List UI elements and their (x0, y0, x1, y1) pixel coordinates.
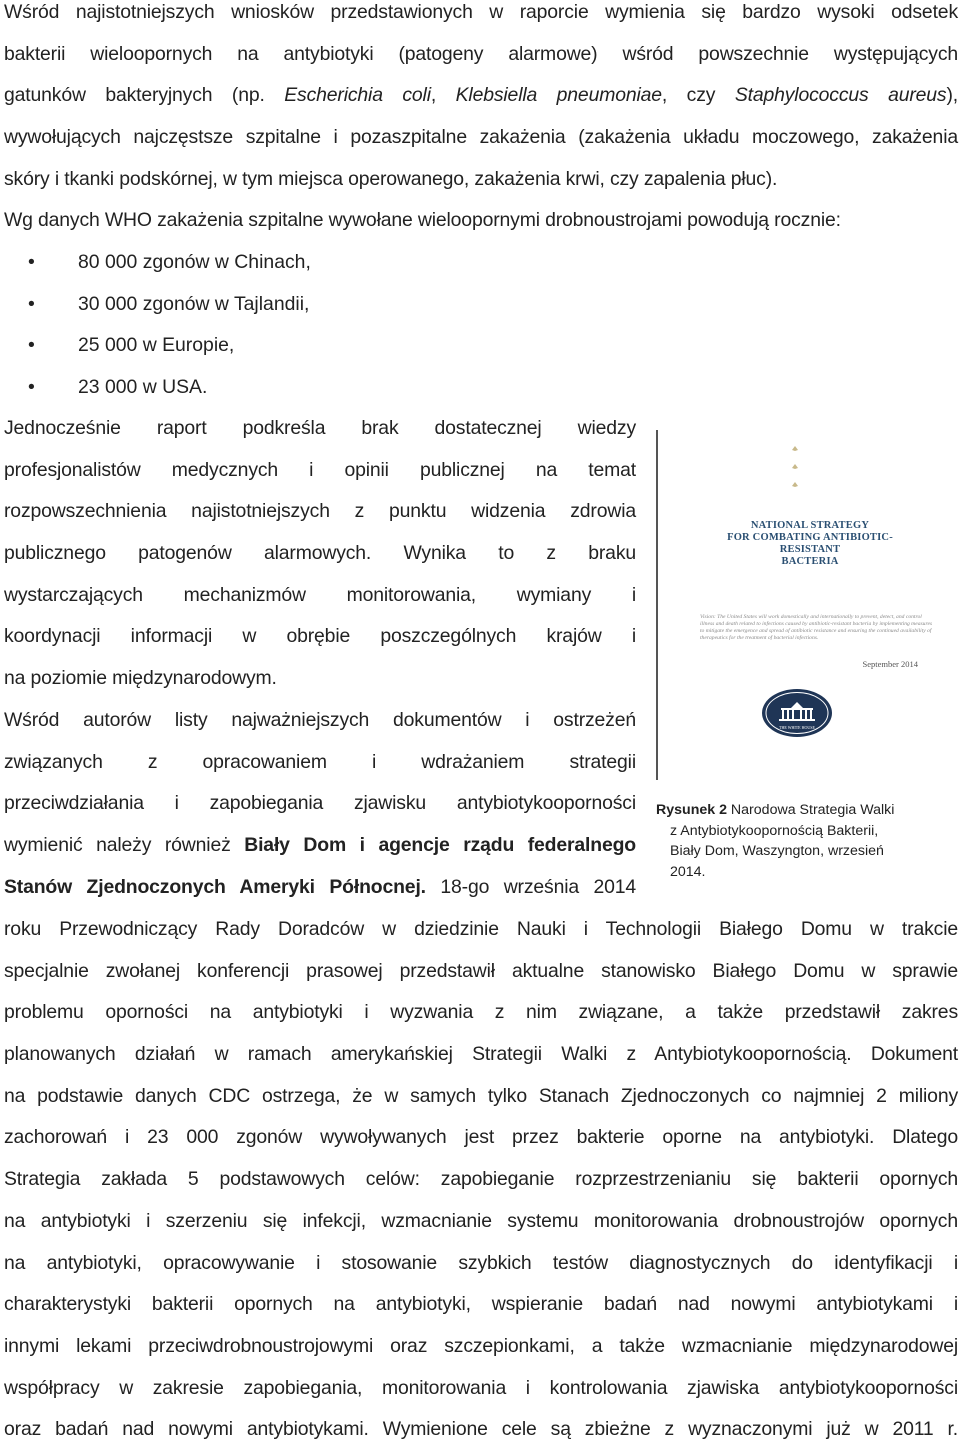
text-line: na poziomie międzynarodowym. (4, 667, 277, 690)
white-house-seal-icon (761, 688, 833, 738)
text-line: związanych z opracowaniem i wdrażaniem strategii (4, 750, 636, 773)
bullet-icon: • (28, 376, 35, 399)
list-item: • 80 000 zgonów w Chinach, (4, 242, 311, 284)
text-line: na antybiotyki, opracowywanie i stosowanie szybkich testów diagnostycznych do identyfikacji i (4, 1251, 958, 1274)
paragraph-who-data (4, 200, 958, 242)
text-line: z Antybiotykoopornością Bakterii, (670, 822, 879, 839)
text-line: bakterii wieloopornych na antybiotyki (patogeny alarmowe) wśród powszechnie występujących (4, 42, 958, 65)
emphasis-usa: Stanów Zjednoczonych Ameryki Północnej. (4, 875, 426, 898)
text-line: publicznego patogenów alarmowych. Wynika to z braku (4, 542, 636, 565)
text-line: Strategia zakłada 5 podstawowych celów: zapobieganie rozprzestrzenianiu się bakterii opornych (4, 1168, 958, 1191)
paragraph-knowledge-gap (4, 408, 636, 908)
text-line: charakterystyki bakterii opornych na antybiotyki, wspieranie badań nad nowymi antybiotykami i (4, 1293, 958, 1316)
bullet-icon: • (28, 334, 35, 357)
bullet-icon: • (28, 292, 35, 315)
text-line: na antybiotyki i szerzeniu się infekcji, wzmacnianie systemu monitorowania drobnoustrojów opornych (4, 1209, 958, 1232)
text-line: Wśród autorów listy najważniejszych dokumentów i ostrzeżeń (4, 708, 636, 731)
text-line: specjalnie zwołanej konferencji prasowej przedstawił aktualne stanowisko Białego Domu w sprawie (4, 959, 958, 982)
paragraph-intro (4, 0, 958, 200)
cover-date: September 2014 (862, 659, 918, 669)
cover-title: NATIONAL STRATEGY FOR COMBATING ANTIBIOTIC- RESISTANT BACTERIA (727, 520, 893, 567)
text-line: Biały Dom, Waszyngton, wrzesień (670, 843, 884, 859)
species-name: Staphylococcus aureus (734, 84, 947, 107)
text-line: Wśród najistotniejszych wniosków przedstawionych w raporcie wymienia się bardzo wysoki odsetek (4, 1, 958, 23)
text-line: skóry i tkanki podskórnej, w tym miejsca operowanego, zakażenia krwi, czy zapalenia płuc). (4, 167, 778, 190)
caption-label: Rysunek 2 (656, 802, 727, 818)
ornament-icon (789, 444, 801, 490)
text-line: gatunków bakteryjnych (np. Escherichia coli, Klebsiella pneumoniae, czy Staphylococcus aureus), (4, 84, 959, 107)
figure-caption (656, 800, 956, 882)
text-line: Wg danych WHO zakażenia szpitalne wywołane wieloopornymi drobnoustrojami powodują rocznie: (4, 209, 841, 231)
text-line: koordynacji informacji w obrębie poszczególnych krajów i (4, 625, 636, 648)
seal-text: THE WHITE HOUSE (779, 725, 815, 730)
text-line: na podstawie danych CDC ostrzega, że w samych tylko Stanach Zjednoczonych co najmniej 2 miliony (4, 1084, 958, 1107)
emphasis-white-house: Biały Dom i agencje rządu federalnego (244, 833, 637, 856)
text-line: Rysunek 2 Narodowa Strategia Walki (656, 802, 895, 818)
species-name: Escherichia coli (284, 84, 431, 107)
text-line: rozpowszechnienia najistotniejszych z punktu widzenia zdrowia (4, 500, 636, 523)
text-line: roku Przewodniczący Rady Doradców w dziedzinie Nauki i Technologii Białego Domu w trakcie (4, 918, 958, 940)
text-line: Stanów Zjednoczonych Ameryki Północnej. 18-go września 2014 (4, 875, 636, 898)
text-line: problemu oporności na antybiotyki i wyzwania z nim związane, a także przedstawił zakres (4, 1001, 958, 1024)
text-line: planowanych działań w ramach amerykańskiej Strategii Walki z Antybiotykoopornością. Dokument (4, 1043, 958, 1066)
text-line: wywołujących najczęstsze szpitalne i pozaszpitalne zakażenia (zakażenia układu moczowego, zakażenia (4, 126, 958, 149)
text-line: przeciwdziałania i zapobiegania zjawisku antybiotykooporności (4, 792, 636, 815)
text-line: innymi lekami przeciwdrobnoustrojowymi oraz szczepionkami, a także wzmacnianie międzynarodowej (4, 1334, 958, 1357)
report-cover-image (656, 430, 960, 780)
list-item: • 30 000 zgonów w Tajlandii, (4, 284, 311, 326)
text-line: wymienić należy również Biały Dom i agencje rządu federalnego (4, 833, 637, 856)
cover-vision-text: Vision: The United States will work domestically and internationally to prevent, detect, and control illness and death related to infections caused by antibiotic-resistant bacteria by implementing measures to mitigate the emergence and spread of antibiotic resistance and ensuring the continued availability of therapeutics for the treatment of bacterial infections. (700, 614, 933, 641)
text-line: oraz badań nad nowymi antybiotykami. Wymienione cele są zbieżne z wyznaczonymi już w 2011 r. (4, 1418, 958, 1441)
text-line: wystarczających mechanizmów monitorowania, wymiany i (4, 583, 636, 606)
text-line: profesjonalistów medycznych i opinii publicznej na temat (4, 458, 636, 481)
mortality-list (4, 242, 311, 409)
bullet-icon: • (28, 251, 35, 273)
species-name: Klebsiella pneumoniae (455, 84, 662, 107)
list-item: • 23 000 w USA. (4, 367, 311, 409)
list-item: • 25 000 w Europie, (4, 325, 311, 367)
text-line: zachorowań i 23 000 zgonów wywoływanych jest przez bakterie oporne na antybiotyki. Dlatego (4, 1126, 958, 1149)
text-line: Jednocześnie raport podkreśla brak dostatecznej wiedzy (4, 417, 636, 439)
paragraph-strategy (4, 909, 958, 1451)
text-line: współpracy w zakresie zapobiegania, monitorowania i kontrolowania zjawiska antybiotykooporności (4, 1376, 958, 1399)
text-line: 2014. (670, 863, 706, 880)
